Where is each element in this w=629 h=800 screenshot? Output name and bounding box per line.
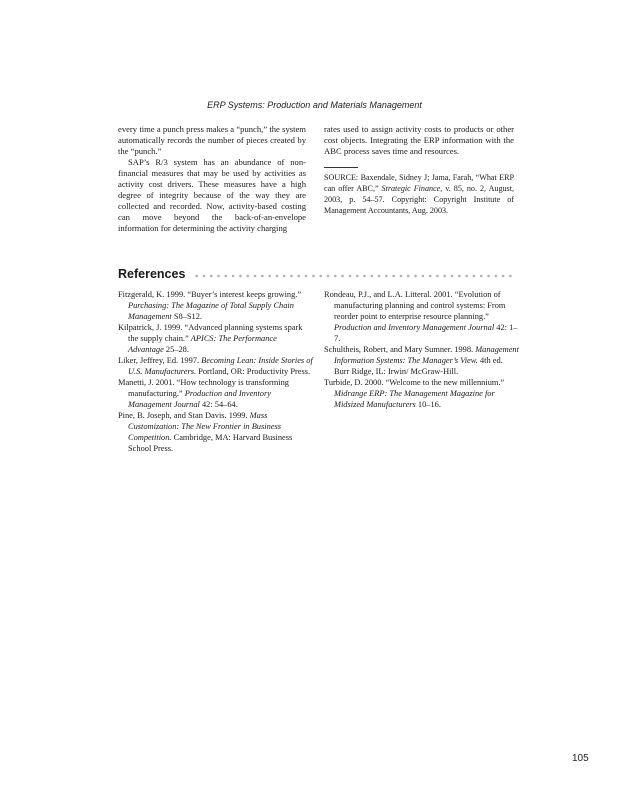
reference-text: Pine, B. Joseph, and Stan Davis. 1999.: [118, 411, 250, 420]
reference-text: 4th ed. Burr Ridge, IL: Irwin/ McGraw-Hill.: [334, 356, 503, 376]
reference-text: Liker, Jeffrey, Ed. 1997.: [118, 356, 202, 365]
source-title: Strategic Finance,: [381, 184, 443, 193]
body-paragraph: rates used to assign activity costs to products or other cost objects. Integrating the ERP information with the ABC process saves time and resources.: [324, 124, 514, 156]
body-paragraph: SAP’s R/3 system has an abundance of non-financial measures that may be used by activities as activity cost drivers. These measures have a high degree of integrity because of the way they are collected and recorded. Now, activity-based costing can move beyond the back-of-an-envelope information for determining the activity charging: [118, 157, 306, 233]
reference-text: 10–16.: [415, 400, 441, 409]
reference-text: Manetti, J. 2001. “How technology is transforming manufacturing.”: [118, 378, 289, 398]
references-heading-row: [118, 266, 516, 282]
reference-title: Production and Inventory Management Journal: [334, 323, 495, 332]
references-column-right: [324, 289, 520, 410]
reference-item: [118, 377, 314, 410]
reference-item: [118, 289, 314, 322]
reference-title: Midrange ERP: The Management Magazine for Midsized Manufacturers: [334, 389, 495, 409]
reference-title: Purchasing: The Magazine of Total Supply Chain Management: [128, 301, 294, 321]
reference-item: [118, 355, 314, 377]
reference-text: Kilpatrick, J. 1999. “Advanced planning systems spark the supply chain.”: [118, 323, 303, 343]
reference-item: [324, 289, 520, 344]
reference-text: Schultheis, Robert, and Mary Sumner. 1998.: [324, 345, 476, 354]
source-note: [324, 172, 514, 216]
body-column-right: [324, 124, 514, 216]
body-paragraph: every time a punch press makes a “punch,” the system automatically records the number of pieces created by the “punch.”: [118, 124, 306, 156]
running-header: ERP Systems: Production and Materials Management: [207, 100, 422, 110]
source-divider: [324, 167, 358, 168]
body-column-left: [118, 124, 306, 234]
reference-item: [118, 322, 314, 355]
reference-text: Cambridge, MA: Harvard Business School Press.: [128, 433, 293, 453]
source-text: SOURCE: Baxendale, Sidney J; Jama, Farah, “What ERP can offer ABC,”: [324, 173, 514, 193]
reference-item: [118, 410, 314, 454]
reference-text: Rondeau, P.J., and L.A. Litteral. 2001. “Evolution of manufacturing planning and control systems: From reorder point to enterprise resource planning.”: [324, 290, 506, 321]
references-heading: References: [118, 267, 186, 281]
reference-title: Mass Customization: The New Frontier in Business Competition.: [128, 411, 282, 442]
reference-title: Becoming Lean: Inside Stories of U.S. Manufacturers.: [128, 356, 313, 376]
dotted-rule: [193, 274, 516, 278]
reference-text: 42: 1–7.: [334, 323, 518, 343]
reference-text: Turbide, D. 2000. “Welcome to the new millennium.”: [324, 378, 505, 387]
source-text: v. 85, no. 2, August, 2003, p. 54–57. Copyright: Copyright Institute of Management Accountants, Aug. 2003.: [324, 184, 514, 215]
reference-text: Fitzgerald, K. 1999. “Buyer’s interest keeps growing.”: [118, 290, 302, 299]
reference-text: Portland, OR: Productivity Press.: [196, 367, 311, 376]
references-column-left: [118, 289, 314, 454]
reference-item: [324, 344, 520, 377]
reference-text: S8–S12.: [171, 312, 202, 321]
reference-title: Management Information Systems: The Manager’s View.: [334, 345, 519, 365]
reference-text: 25–28.: [163, 345, 189, 354]
reference-title: Production and Inventory Management Journal: [128, 389, 271, 409]
page-number: 105: [572, 753, 589, 764]
reference-title: APICS: The Performance Advantage: [128, 334, 277, 354]
reference-text: 42: 54–64.: [199, 400, 238, 409]
reference-item: [324, 377, 520, 410]
